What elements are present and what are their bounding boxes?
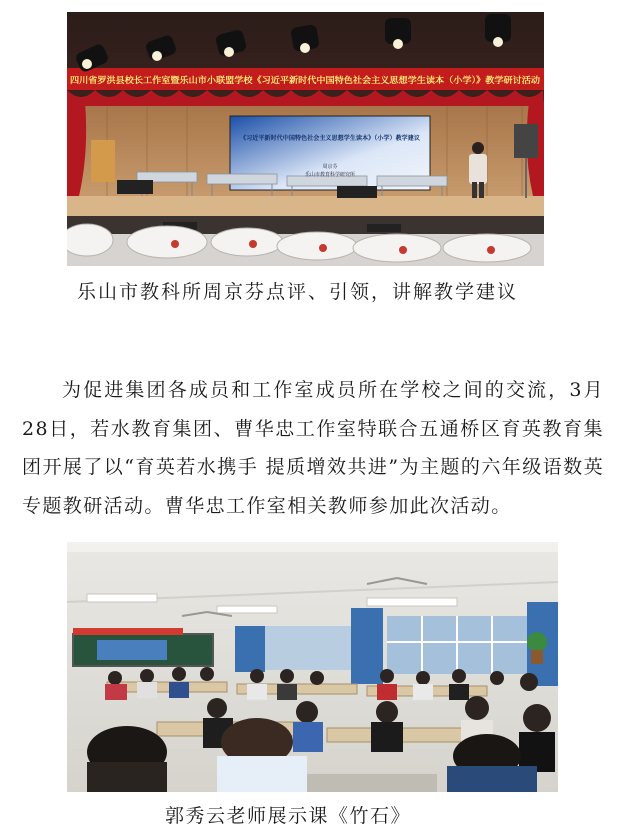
screen-org-text: 乐山市教育科学研究所 [304, 172, 356, 178]
screen-title-text: 《习近平新时代中国特色社会主义思想学生读本》（小学）教学建议 [240, 135, 423, 142]
photo1-caption: 乐山市教科所周京芬点评、引领，讲解教学建议 [77, 281, 519, 303]
photo2-caption: 郭秀云老师展示课《竹石》 [165, 805, 412, 827]
banner-text: 四川省罗洪县校长工作室暨乐山市小联盟学校《习近平新时代中国特色社会主义思想学生读本（小学）》教学研讨活动 [70, 76, 513, 86]
body-paragraph: 为促进集团各成员和工作室成员所在学校之间的交流，3月28日，若水教育集团、曹华忠工作室特联合五通桥区育英教育集团开展了以“育英若水携手 提质增效共进”为主题的六年级语数英专题教研活动。曹华忠工作室相关教师参加此次活动。 [22, 379, 604, 517]
screen-presenter-text: 周京芬 [322, 164, 338, 170]
auditorium-photo [67, 12, 544, 266]
classroom-photo [67, 542, 558, 792]
